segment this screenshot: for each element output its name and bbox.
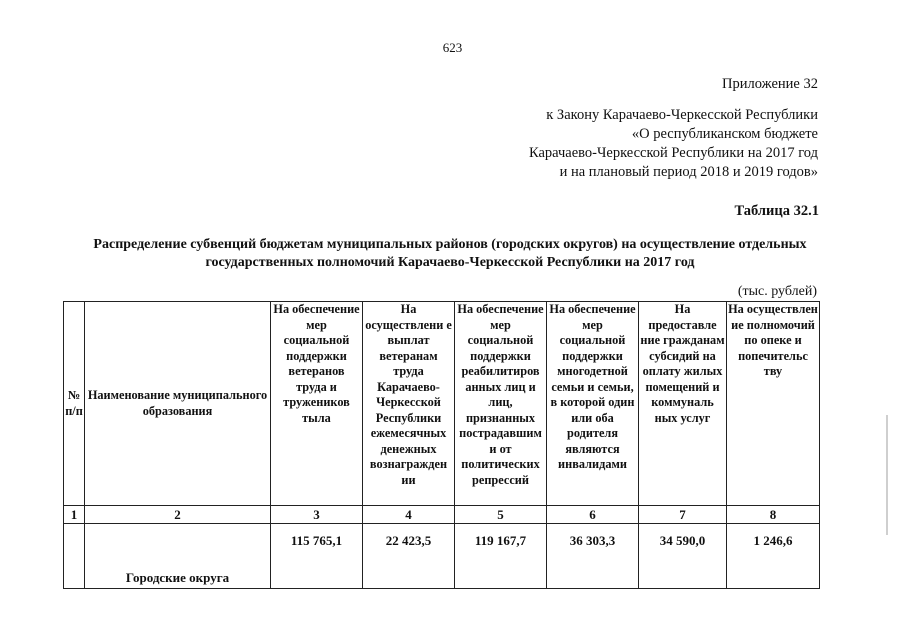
law-line: и на плановый период 2018 и 2019 годов»	[559, 164, 818, 180]
units-label: (тыс. рублей)	[737, 284, 817, 299]
header-col-3: На обеспечение мер социальной поддержки ветеранов труда и тружеников тыла	[271, 302, 363, 506]
header-number: № п/п	[64, 302, 85, 506]
column-number: 4	[363, 506, 455, 524]
row-number	[64, 524, 85, 589]
column-number: 1	[64, 506, 85, 524]
page-number: 623	[442, 40, 463, 55]
subventions-table	[63, 301, 820, 589]
title-line: Распределение субвенций бюджетам муниципальных районов (городских округов) на осуществление отдельных	[93, 237, 807, 252]
header-municipality: Наименование муниципального образования	[85, 302, 271, 506]
table-header-row	[64, 302, 820, 506]
header-col-5: На обеспечение мер социальной поддержки реабилитиров анных лиц и лиц, признанных пострадавшим и от политических репрессий	[455, 302, 547, 506]
law-reference	[529, 106, 818, 182]
value-cell: 36 303,3	[547, 524, 639, 589]
value-cell: 22 423,5	[363, 524, 455, 589]
header-col-7: На предоставле ние гражданам субсидий на оплату жилых помещений и коммуналь ных услуг	[639, 302, 727, 506]
column-number-row	[64, 506, 820, 524]
table-row	[64, 524, 820, 589]
title-line: государственных полномочий Карачаево-Черкесской Республики на 2017 год	[205, 255, 695, 270]
value-cell: 115 765,1	[271, 524, 363, 589]
header-col-8: На осуществлен ие полномочий по опеке и попечительс тву	[727, 302, 820, 506]
law-line: «О республиканском бюджете	[631, 126, 818, 142]
header-col-6: На обеспечение мер социальной поддержки многодетной семьи и семьи, в которой один или оба родителя являются инвалидами	[547, 302, 639, 506]
value-cell: 34 590,0	[639, 524, 727, 589]
column-number: 5	[455, 506, 547, 524]
appendix-label: Приложение 32	[722, 76, 818, 92]
column-number: 7	[639, 506, 727, 524]
column-number: 2	[85, 506, 271, 524]
value-cell: 1 246,6	[727, 524, 820, 589]
scan-edge-mark	[886, 415, 888, 535]
table-label: Таблица 32.1	[734, 203, 819, 219]
law-line: Карачаево-Черкесской Республики на 2017 год	[528, 145, 818, 161]
header-col-4: На осуществлени е выплат ветеранам труда Карачаево-Черкесской Республики ежемесячных денежных вознагражден ии	[363, 302, 455, 506]
column-number: 6	[547, 506, 639, 524]
column-number: 8	[727, 506, 820, 524]
value-cell: 119 167,7	[455, 524, 547, 589]
municipality-name: Городские округа	[85, 524, 271, 589]
law-line: к Закону Карачаево-Черкесской Республики	[546, 107, 818, 123]
document-title	[60, 236, 840, 272]
column-number: 3	[271, 506, 363, 524]
